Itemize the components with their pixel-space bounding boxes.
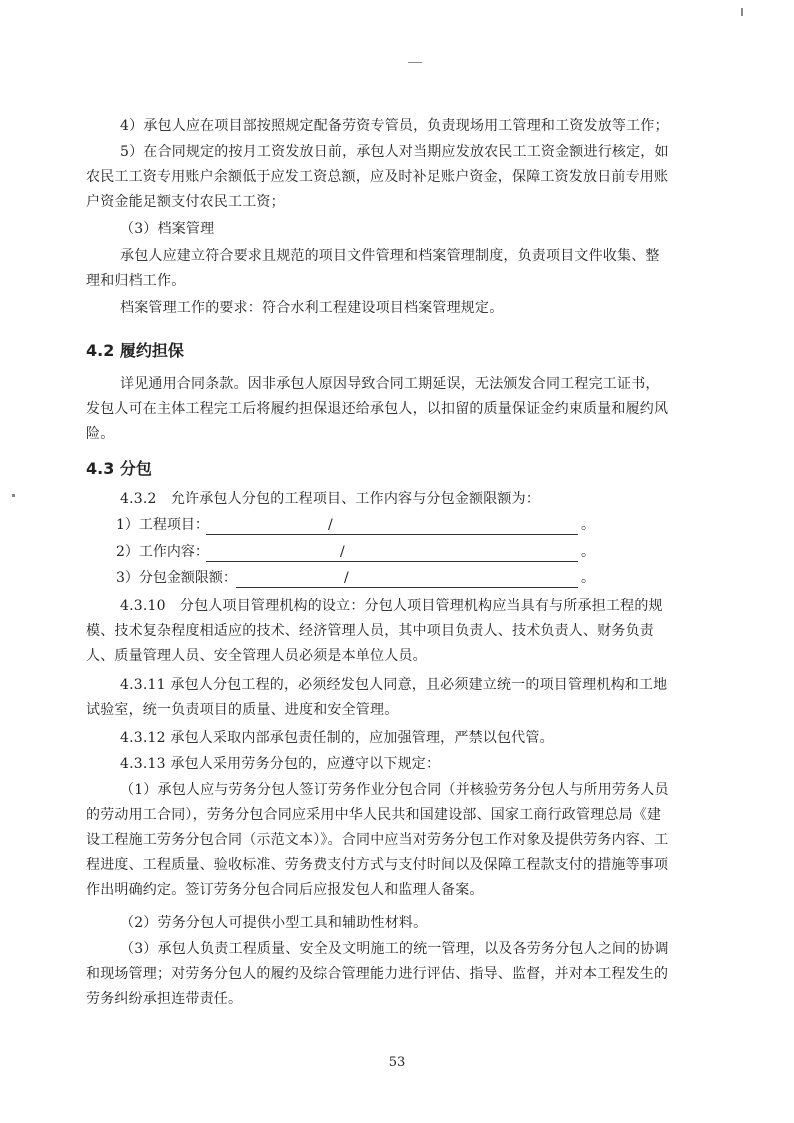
paragraph: （1）承包人应与劳务分包人签订劳务作业分包合同（并核验劳务分包人与所用劳务人员的劳动用工合同），劳务分包合同应采用中华人民共和国建设部、国家工商行政管理总局《建设工程施工劳务分包合同（示范文本）》。合同中应当对劳务分包工作对象及提供劳务内容、工程进度、工程质量、验收标准、劳务费支付方式与支付时间以及保障工程款支付的措施等事项作出明确约定。签订劳务分包合同后应报发包人和监理人备案。 — [86, 782, 669, 898]
paragraph: 承包人应建立符合要求且规范的项目文件管理和档案管理制度，负责项目文件收集、整理和归档工作。 — [86, 248, 660, 289]
paragraph: 4.3.12 承包人采取内部承包责任制的，应加强管理，严禁以包代管。 — [120, 730, 554, 746]
fill-label: 1）工程项目： — [116, 517, 209, 533]
scan-mark — [408, 62, 422, 63]
section-heading: 4.3 分包 — [86, 459, 152, 478]
period-mark: 。 — [581, 570, 595, 586]
blank-field[interactable] — [206, 543, 578, 562]
paragraph: 4）承包人应在项目部按照规定配备劳资专管员，负责现场用工管理和工资发放等工作； — [120, 118, 669, 134]
slash-mark: / — [328, 517, 333, 533]
paragraph: 4.3.2 允许承包人分包的工程项目、工作内容与分包金额限额为： — [120, 491, 541, 507]
fill-label: 3）分包金额限额： — [116, 570, 237, 586]
scan-mark — [741, 8, 743, 16]
scan-mark — [12, 494, 15, 497]
page-number: 53 — [388, 1055, 406, 1070]
paragraph: 4.3.11 承包人分包工程的，必须经发包人同意，且必须建立统一的项目管理机构和工地试验室，统一负责项目的质量、进度和安全管理。 — [86, 677, 668, 718]
paragraph: （3）档案管理 — [120, 221, 215, 237]
fill-label: 2）工作内容： — [116, 544, 209, 560]
period-mark: 。 — [581, 517, 595, 533]
section-heading: 4.2 履约担保 — [86, 341, 184, 360]
period-mark: 。 — [581, 544, 595, 560]
blank-field[interactable] — [206, 516, 578, 535]
slash-mark: / — [344, 570, 349, 586]
paragraph: 4.3.13 承包人采用劳务分包的，应遵守以下规定： — [120, 756, 441, 772]
paragraph: 4.3.10 分包人项目管理机构的设立：分包人项目管理机构应当具有与所承担工程的规模、技术复杂程度相适应的技术、经济管理人员，其中项目负责人、技术负责人、财务负责人、质量管理人员、安全管理人员必须是本单位人员。 — [86, 598, 663, 664]
paragraph: 档案管理工作的要求：符合水利工程建设项目档案管理规定。 — [120, 300, 504, 316]
slash-mark: / — [340, 544, 345, 560]
paragraph: 详见通用合同条款。因非承包人原因导致合同工期延误，无法颁发合同工程完工证书，发包人可在主体工程完工后将履约担保退还给承包人，以扣留的质量保证金约束质量和履约风险。 — [86, 376, 669, 442]
paragraph: 5）在合同规定的按月工资发放日前，承包人对当期应发放农民工工资金额进行核定，如农民工工资专用账户余额低于应发工资总额，应及时补足账户资金，保障工资发放日前专用账户资金能足额支付农民工工资； — [86, 144, 669, 210]
paragraph: （3）承包人负责工程质量、安全及文明施工的统一管理，以及各劳务分包人之间的协调和现场管理；对劳务分包人的履约及综合管理能力进行评估、指导、监督，并对本工程发生的劳务纠纷承担连带责任。 — [86, 941, 669, 1007]
blank-field[interactable] — [236, 569, 578, 588]
paragraph: （2）劳务分包人可提供小型工具和辅助性材料。 — [120, 915, 428, 931]
